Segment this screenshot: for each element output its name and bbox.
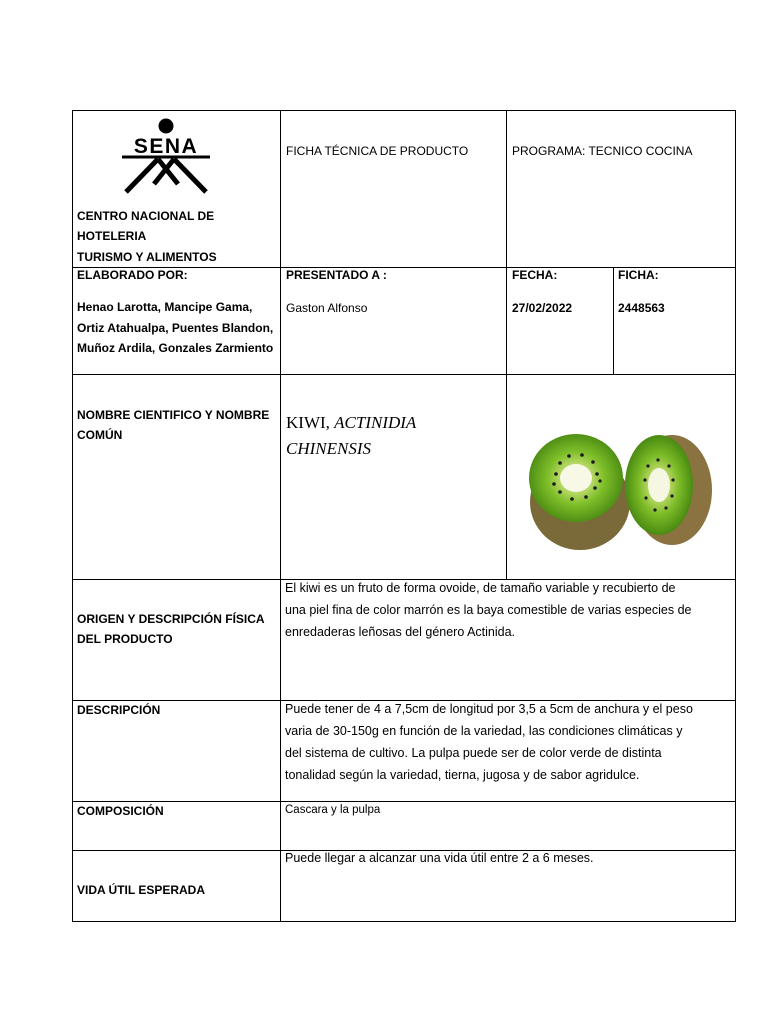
label-line: NOMBRE CIENTIFICO Y NOMBRE: [77, 408, 270, 422]
column-divider: [280, 110, 281, 922]
composition-text: Cascara y la pulpa: [285, 804, 381, 816]
center-name: CENTRO NACIONAL DE HOTELERIA: [77, 209, 215, 244]
ficha-label: FICHA:: [618, 268, 659, 282]
origin-text: [285, 578, 735, 644]
date-value: 27/02/2022: [512, 301, 573, 315]
label-line: DEL PRODUCTO: [77, 632, 173, 647]
composition-label: COMPOSICIÓN: [77, 804, 164, 818]
table-border-right: [735, 110, 736, 922]
text-line: una piel fina de color marrón es la baya comestible de varias especies de: [285, 602, 692, 617]
ficha-value: 2448563: [618, 301, 665, 315]
table-border-bottom: [72, 921, 736, 922]
scientific-name-label: [77, 405, 277, 446]
program-name: PROGRAMA: TECNICO COCINA: [512, 144, 693, 158]
date-label: FECHA:: [512, 268, 558, 282]
document-title: FICHA TÉCNICA DE PRODUCTO: [286, 144, 469, 158]
kiwi-fruit-image: [512, 400, 712, 565]
scientific-name: ACTINIDIA: [334, 413, 417, 432]
origin-label: [77, 609, 277, 650]
header-logo-cell: [72, 110, 280, 267]
presented-to-value: Gaston Alfonso: [286, 301, 368, 315]
text-line: enredaderas leñosas del género Actinida.: [285, 624, 516, 639]
shelf-life-text: Puede llegar a alcanzar una vida útil entre 2 a 6 meses.: [285, 851, 594, 865]
authors-line: Muñoz Ardila, Gonzales Zarmiento: [77, 341, 274, 356]
label-line: ORIGEN Y DESCRIPCIÓN FÍSICA: [77, 612, 265, 626]
common-name: KIWI,: [286, 413, 330, 432]
product-name: [286, 410, 501, 461]
svg-text:SENA: SENA: [133, 135, 199, 158]
text-line: varia de 30-150g en función de la variedad, las condiciones climáticas y: [285, 723, 683, 738]
authors-list: [77, 297, 282, 359]
column-divider: [613, 267, 614, 375]
presented-to-label: PRESENTADO A :: [286, 268, 387, 282]
column-divider: [506, 110, 507, 580]
sena-logo: [116, 116, 216, 196]
description-label: DESCRIPCIÓN: [77, 703, 161, 717]
row-divider: [72, 374, 736, 375]
kiwi-icon: [512, 400, 712, 560]
text-line: Puede tener de 4 a 7,5cm de longitud por 3,5 a 5cm de anchura y el peso: [285, 702, 693, 716]
authors-line: Henao Larotta, Mancipe Gama,: [77, 300, 253, 314]
scientific-name: CHINENSIS: [286, 438, 371, 458]
text-line: tonalidad según la variedad, tierna, jugosa y de sabor agridulce.: [285, 767, 640, 782]
product-sheet-table: [72, 110, 736, 922]
text-line: del sistema de cultivo. La pulpa puede ser de color verde de distinta: [285, 745, 662, 760]
elaborated-by-label: ELABORADO POR:: [77, 268, 188, 282]
shelf-life-label: VIDA ÚTIL ESPERADA: [77, 883, 206, 897]
text-line: El kiwi es un fruto de forma ovoide, de tamaño variable y recubierto de: [285, 581, 676, 595]
center-name: TURISMO Y ALIMENTOS: [77, 249, 217, 264]
description-text: [285, 699, 735, 787]
label-line: COMÚN: [77, 428, 123, 443]
authors-line: Ortiz Atahualpa, Puentes Blandon,: [77, 320, 274, 335]
